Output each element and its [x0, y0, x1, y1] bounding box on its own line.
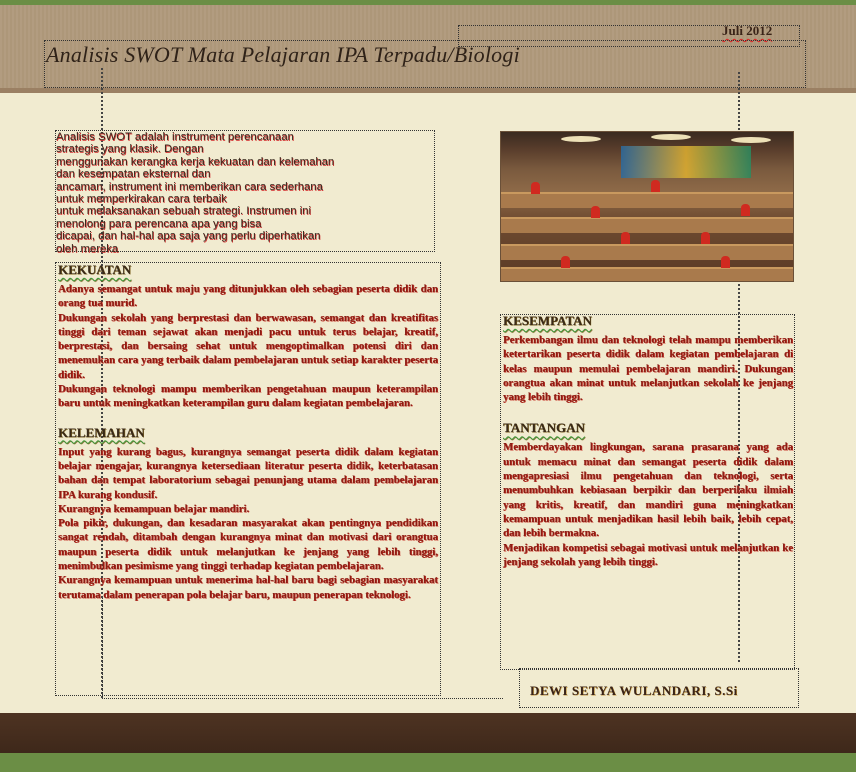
left-column[interactable]	[58, 262, 438, 602]
opportunities-section	[503, 313, 793, 404]
opportunities-heading: KESEMPATAN	[503, 313, 592, 328]
intro-paragraph[interactable]	[56, 131, 434, 255]
weaknesses-paragraph: Kurangnya kemampuan belajar mandiri.	[58, 502, 250, 515]
weaknesses-paragraph: Kurangnya kemampuan untuk menerima hal-hal baru bagi sebagian masyarakat terutama dalam penerapan pola belajar baru, maupun penerapan teknologi.	[58, 574, 438, 601]
opportunities-paragraph: Perkembangan ilmu dan teknologi telah mampu memberikan ketertarikan peserta didik dalam kegiatan pembelajaran di kelas maupun memulai pembelajaran mandiri. Dukungan orangtua akan minat untuk melanjutkan sekolah ke jenjang yang lebih tinggi.	[503, 334, 793, 404]
intro-line: untuk melaksanakan sebuah strategi. Instrumen ini	[56, 205, 311, 218]
header-divider	[0, 88, 856, 93]
intro-line: oleh mereka	[56, 242, 119, 255]
issue-date-text: Juli 2012	[722, 23, 773, 38]
threats-paragraph: Memberdayakan lingkungan, sarana prasarana yang ada untuk memacu minat dan semangat peserta didik dalam mengapresiasi ilmu pengetahuan dan teknologi, serta menumbuhkan kebiasaan berpikir dan berperilaku ilmiah yang kritis, kreatif, dan mandiri guna meningkatkan kemampuan untuk menjadikan hasil lebih baik, lebih cepat, dan lebih bermakna.	[503, 441, 793, 540]
intro-line: untuk memperkirakan cara terbaik	[56, 193, 227, 206]
strengths-paragraph: Dukungan sekolah yang berprestasi dan berwawasan, semangat dan kreatifitas tinggi dari teman sejawat akan menjadi pacu untuk terus belajar, kreatif, berprestasi, dan bersaing sehat untuk mengoptimalkan potensi diri dan menemukan cara yang terbaik dalam pembelajaran untuk setiap karakter peserta didik.	[58, 311, 438, 381]
strengths-paragraph: Dukungan teknologi mampu memberikan pengetahuan maupun keterampilan baru untuk meningkatkan keterampilan guru dalam kegiatan pembelajaran.	[58, 383, 438, 410]
right-column[interactable]	[503, 313, 793, 569]
intro-line: menolong para perencana apa yang bisa	[56, 217, 262, 230]
strengths-section	[58, 262, 438, 411]
author-name[interactable]: DEWI SETYA WULANDARI, S.Si	[530, 683, 738, 698]
page-title[interactable]: Analisis SWOT Mata Pelajaran IPA Terpadu/Biologi	[46, 42, 520, 67]
strengths-paragraph: Adanya semangat untuk maju yang ditunjukkan oleh sebagian peserta didik dan orang tua murid.	[58, 283, 438, 310]
weaknesses-section	[58, 425, 438, 602]
intro-line: Analisis SWOT adalah instrument perencanaan	[56, 131, 294, 143]
weaknesses-paragraph: Pola pikir, dukungan, dan kesadaran masyarakat akan pentingnya pendidikan sangat rendah, ditambah dengan kurangnya minat dan motivasi dari orangtua maupun peserta didik untuk melanjutkan ke jenjang yang lebih tinggi, menimbulkan pesimisme yang tinggi terhadap kegiatan pembelajaran.	[58, 517, 438, 573]
weaknesses-paragraph: Input yang kurang bagus, kurangnya semangat peserta didik dalam kegiatan belajar mengajar, kurangnya ketersediaan literatur peserta didik, keterbatasan bahan dan tempat laboratorium sebagai penunjang utama dalam pembelajaran IPA kurang kondusif.	[58, 445, 438, 501]
intro-line: ancaman, instrument ini memberikan cara sederhana	[56, 180, 323, 193]
weaknesses-heading: KELEMAHAN	[58, 424, 145, 440]
issue-date[interactable]	[722, 23, 772, 39]
bottom-accent-bar	[0, 753, 856, 772]
intro-line: menggunakan kerangka kerja kekuatan dan kelemahan	[56, 155, 335, 168]
intro-line: dan kesempatan eksternal dan	[56, 168, 211, 181]
threats-heading: TANTANGAN	[503, 420, 585, 436]
footer-band	[0, 713, 856, 753]
intro-line: dicapai, dan hal-hal apa saja yang perlu diperhatikan	[56, 230, 321, 243]
threats-section	[503, 420, 793, 569]
threats-paragraph: Menjadikan kompetisi sebagai motivasi untuk melanjutkan ke jenjang sekolah yang lebih tinggi.	[503, 541, 793, 568]
intro-line: strategis yang klasik. Dengan	[56, 143, 204, 156]
layout-guide	[102, 598, 503, 699]
strengths-heading: KEKUATAN	[58, 262, 132, 277]
classroom-photo[interactable]	[500, 131, 794, 282]
